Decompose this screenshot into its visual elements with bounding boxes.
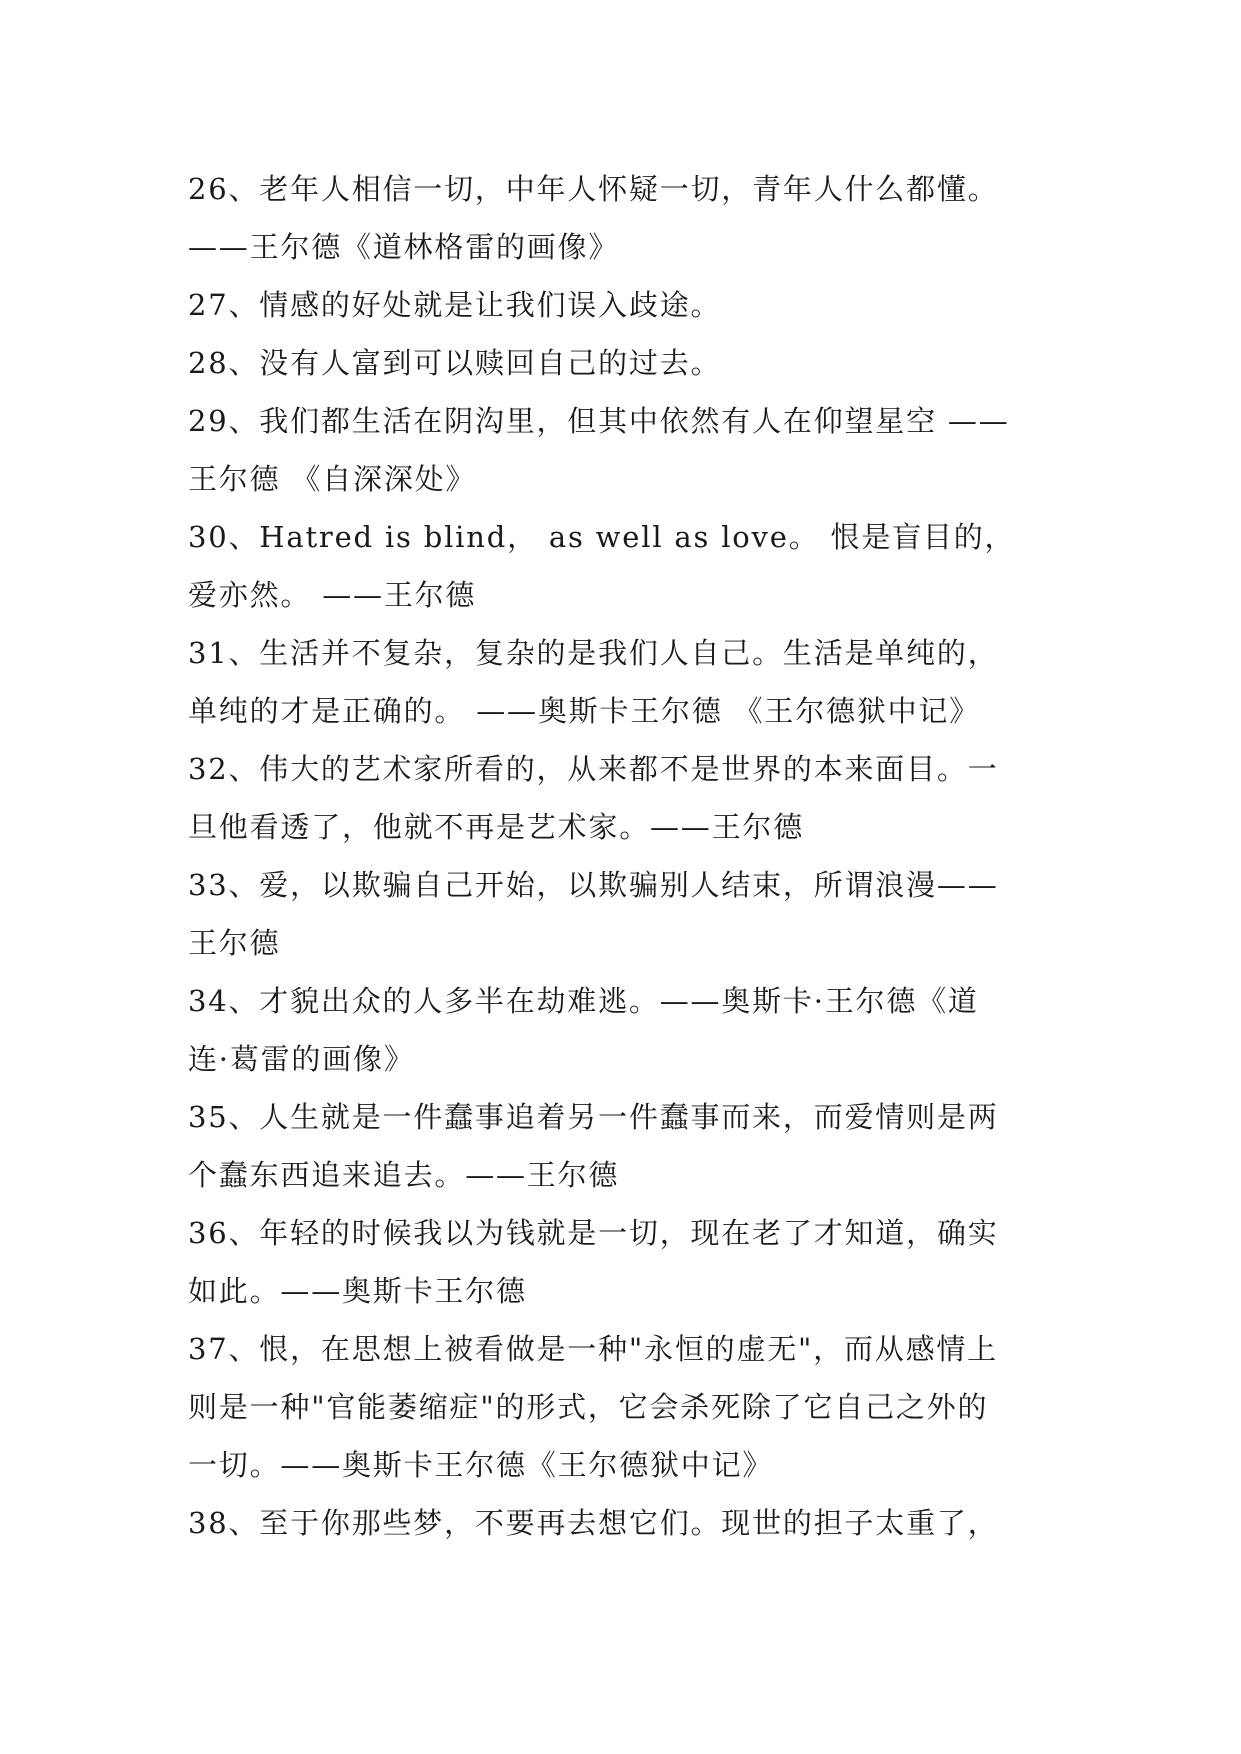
quote-line: 王尔德 — [188, 926, 281, 960]
quote-line: ——王尔德《道林格雷的画像》 — [188, 230, 620, 264]
quote-line: 29、我们都生活在阴沟里，但其中依然有人在仰望星空 —— — [188, 404, 1010, 438]
quote-line: 27、情感的好处就是让我们误入歧途。 — [188, 288, 722, 322]
quote-line: 旦他看透了，他就不再是艺术家。——王尔德 — [188, 810, 805, 844]
quote-line: 33、爱，以欺骗自己开始，以欺骗别人结束，所谓浪漫—— — [188, 868, 999, 902]
quote-line: 一切。——奥斯卡王尔德《王尔德狱中记》 — [188, 1448, 774, 1482]
quote-line: 则是一种"官能萎缩症"的形式，它会杀死除了它自己之外的 — [188, 1390, 989, 1424]
quote-text-block — [188, 160, 1088, 1552]
quote-line: 34、才貌出众的人多半在劫难逃。——奥斯卡·王尔德《道 — [188, 984, 979, 1018]
quote-line: 32、伟大的艺术家所看的，从来都不是世界的本来面目。一 — [188, 752, 999, 786]
quote-line: 26、老年人相信一切，中年人怀疑一切，青年人什么都懂。 — [188, 172, 999, 206]
quote-line: 王尔德 《自深深处》 — [188, 462, 477, 496]
quote-line: 31、生活并不复杂，复杂的是我们人自己。生活是单纯的， — [188, 636, 999, 670]
quote-line: 单纯的才是正确的。 ——奥斯卡王尔德 《王尔德狱中记》 — [188, 694, 981, 728]
quote-line: 30、Hatred is blind， as well as love。 恨是盲目的， — [188, 520, 1016, 554]
quote-line: 37、恨，在思想上被看做是一种"永恒的虚无"，而从感情上 — [188, 1332, 998, 1366]
quote-line: 35、人生就是一件蠢事追着另一件蠢事而来，而爱情则是两 — [188, 1100, 999, 1134]
quote-line: 个蠢东西追来追去。——王尔德 — [188, 1158, 620, 1192]
quote-line: 38、至于你那些梦，不要再去想它们。现世的担子太重了， — [188, 1506, 999, 1540]
quote-line: 连·葛雷的画像》 — [188, 1042, 415, 1076]
quote-line: 28、没有人富到可以赎回自己的过去。 — [188, 346, 722, 380]
quote-line: 爱亦然。 ——王尔德 — [188, 578, 477, 612]
quote-line: 36、年轻的时候我以为钱就是一切，现在老了才知道，确实 — [188, 1216, 999, 1250]
quote-line: 如此。——奥斯卡王尔德 — [188, 1274, 527, 1308]
